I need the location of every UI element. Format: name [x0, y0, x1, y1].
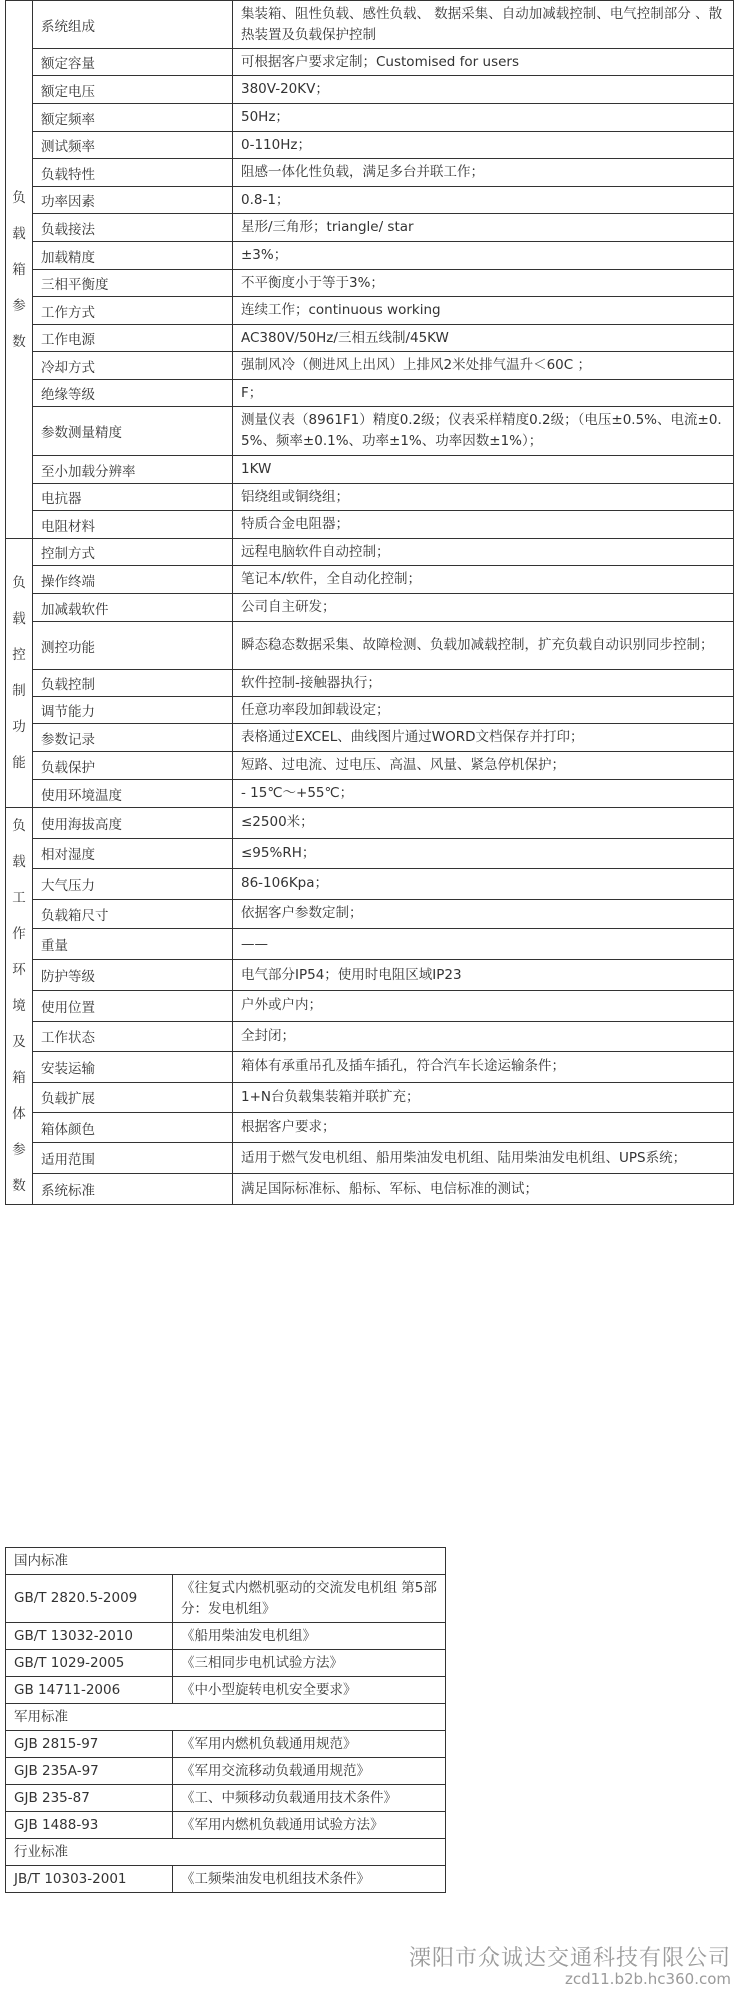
spec-value: 0.8-1； [233, 187, 734, 214]
spec-row [6, 960, 734, 991]
spec-label: 功率因素 [33, 187, 233, 214]
spec-row [6, 484, 734, 511]
spec-value: F； [233, 380, 734, 407]
standard-code: GB 14711-2006 [6, 1677, 173, 1704]
spec-label: 使用环境温度 [33, 780, 233, 808]
spec-table-body [6, 1, 734, 1205]
spec-value: - 15℃～+55℃； [233, 780, 734, 808]
spec-label: 绝缘等级 [33, 380, 233, 407]
spec-label: 负载接法 [33, 214, 233, 242]
standards-group-heading: 国内标准 [6, 1548, 446, 1575]
spec-row [6, 242, 734, 270]
spec-row [6, 407, 734, 456]
spec-label: 电抗器 [33, 484, 233, 511]
spec-row [6, 456, 734, 484]
spec-label: 负载特性 [33, 159, 233, 187]
spec-row [6, 697, 734, 724]
spec-row [6, 1021, 734, 1051]
standard-code: GB/T 13032-2010 [6, 1623, 173, 1650]
spec-label: 三相平衡度 [33, 270, 233, 297]
standard-code: GJB 2815-97 [6, 1731, 173, 1758]
standard-title: 《中小型旋转电机安全要求》 [173, 1677, 446, 1704]
spec-value: ≤95%RH； [233, 838, 734, 868]
spec-label: 大气压力 [33, 868, 233, 899]
spec-row [6, 214, 734, 242]
spec-row [6, 76, 734, 104]
spec-value: 表格通过EXCEL、曲线图片通过WORD文档保存并打印； [233, 724, 734, 752]
spec-label: 相对湿度 [33, 838, 233, 868]
spec-row [6, 104, 734, 132]
spec-row [6, 1082, 734, 1113]
spec-label: 加载精度 [33, 242, 233, 270]
spec-value: 瞬态稳态数据采集、故障检测、负载加减载控制，扩充负载自动识别同步控制； [233, 622, 734, 670]
spec-row [6, 1, 734, 49]
spec-row [6, 1174, 734, 1205]
spec-label: 系统标准 [33, 1174, 233, 1205]
spec-table [5, 0, 734, 1205]
standard-title: 《往复式内燃机驱动的交流发电机组 第5部分：发电机组》 [173, 1575, 446, 1623]
spec-row [6, 1113, 734, 1143]
spec-row [6, 752, 734, 780]
spec-label: 负载控制 [33, 670, 233, 697]
standard-row [6, 1866, 446, 1893]
standard-row [6, 1758, 446, 1785]
spec-value: 50Hz； [233, 104, 734, 132]
spec-value: 全封闭； [233, 1021, 734, 1051]
standard-title: 《军用交流移动负载通用规范》 [173, 1758, 446, 1785]
spec-row [6, 594, 734, 622]
spec-value: 集装箱、阻性负载、感性负载、 数据采集、自动加减载控制、电气控制部分 、散热装置及负载保护控制 [233, 1, 734, 49]
standard-title: 《军用内燃机负载通用规范》 [173, 1731, 446, 1758]
spec-row [6, 808, 734, 839]
spec-row [6, 724, 734, 752]
spec-label: 系统组成 [33, 1, 233, 49]
spec-label: 参数记录 [33, 724, 233, 752]
spec-value: 适用于燃气发电机组、船用柴油发电机组、陆用柴油发电机组、UPS系统； [233, 1143, 734, 1174]
spec-value: 软件控制-接触器执行； [233, 670, 734, 697]
standard-title: 《船用柴油发电机组》 [173, 1623, 446, 1650]
spec-category-label: 负载控制功能 [12, 575, 26, 771]
spec-row [6, 325, 734, 352]
spec-value: 箱体有承重吊孔及插车插孔，符合汽车长途运输条件； [233, 1051, 734, 1082]
spec-label: 测试频率 [33, 132, 233, 159]
standard-title: 《工、中频移动负载通用技术条件》 [173, 1785, 446, 1812]
standard-code: GJB 1488-93 [6, 1812, 173, 1839]
spec-value: 1+N台负载集装箱并联扩充； [233, 1082, 734, 1113]
spec-label: 操作终端 [33, 566, 233, 594]
spec-value: 86-106Kpa； [233, 868, 734, 899]
spec-label: 额定电压 [33, 76, 233, 104]
standard-code: GB/T 2820.5-2009 [6, 1575, 173, 1623]
spec-value: 380V-20KV； [233, 76, 734, 104]
standard-code: GB/T 1029-2005 [6, 1650, 173, 1677]
standards-group-heading: 行业标准 [6, 1839, 446, 1866]
spec-label: 电阻材料 [33, 511, 233, 539]
spec-value: 阻感一体化性负载，满足多台并联工作； [233, 159, 734, 187]
watermark [409, 1946, 731, 1989]
spec-category-label: 负载箱参数 [12, 189, 26, 350]
spec-value: 0-110Hz； [233, 132, 734, 159]
spec-row [6, 49, 734, 76]
standards-group-header-row [6, 1548, 446, 1575]
standard-title: 《军用内燃机负载通用试验方法》 [173, 1812, 446, 1839]
standard-row [6, 1650, 446, 1677]
spec-label: 额定频率 [33, 104, 233, 132]
spec-row [6, 991, 734, 1022]
spec-label: 工作状态 [33, 1021, 233, 1051]
standards-table-body [6, 1548, 446, 1893]
watermark-site: zcd11.b2b.hc360.com [564, 1970, 731, 1989]
spec-value: AC380V/50Hz/三相五线制/45KW [233, 325, 734, 352]
spec-value: 1KW [233, 456, 734, 484]
spec-label: 冷却方式 [33, 352, 233, 380]
watermark-company: 溧阳市众诚达交通科技有限公司 [408, 1946, 731, 1971]
spec-row [6, 539, 734, 566]
spec-label: 负载扩展 [33, 1082, 233, 1113]
spec-label: 控制方式 [33, 539, 233, 566]
spec-value: 根据客户要求； [233, 1113, 734, 1143]
spec-label: 适用范围 [33, 1143, 233, 1174]
spec-value: 特质合金电阻器； [233, 511, 734, 539]
spec-label: 额定容量 [33, 49, 233, 76]
spec-row [6, 566, 734, 594]
spec-row [6, 159, 734, 187]
spec-value: 电气部分IP54；使用时电阻区域IP23 [233, 960, 734, 991]
spec-value: 测量仪表（8961F1）精度0.2级；仪表采样精度0.2级；（电压±0.5%、电流±0.5%、频率±0.1%、功率±1%、功率因数±1%）； [233, 407, 734, 456]
spec-row [6, 838, 734, 868]
spec-label: 使用海拔高度 [33, 808, 233, 839]
spec-value: 强制风冷（侧进风上出风）上排风2米处排气温升＜60C ； [233, 352, 734, 380]
spec-value: 依据客户参数定制； [233, 899, 734, 929]
standard-row [6, 1575, 446, 1623]
spec-row [6, 899, 734, 929]
spec-label: 使用位置 [33, 991, 233, 1022]
spec-category [6, 1, 33, 539]
spec-row [6, 929, 734, 960]
spec-category [6, 539, 33, 808]
standard-code: GJB 235-87 [6, 1785, 173, 1812]
spec-value: 铝绕组或铜绕组； [233, 484, 734, 511]
spec-row [6, 1143, 734, 1174]
standard-code: JB/T 10303-2001 [6, 1866, 173, 1893]
standard-row [6, 1785, 446, 1812]
spec-row [6, 132, 734, 159]
standards-group-heading: 军用标准 [6, 1704, 446, 1731]
spec-value: ≤2500米； [233, 808, 734, 839]
spec-value: 满足国际标准标、船标、军标、电信标准的测试； [233, 1174, 734, 1205]
standard-code: GJB 235A-97 [6, 1758, 173, 1785]
standard-row [6, 1731, 446, 1758]
spec-row [6, 1051, 734, 1082]
spec-label: 测控功能 [33, 622, 233, 670]
spec-value: 任意功率段加卸载设定； [233, 697, 734, 724]
spec-label: 重量 [33, 929, 233, 960]
standard-row [6, 1623, 446, 1650]
spec-label: 负载箱尺寸 [33, 899, 233, 929]
standard-row [6, 1812, 446, 1839]
standards-group-header-row [6, 1704, 446, 1731]
spec-row [6, 670, 734, 697]
spec-category [6, 808, 33, 1205]
spec-row [6, 270, 734, 297]
spec-row [6, 780, 734, 808]
spec-value: 笔记本/软件，全自动化控制； [233, 566, 734, 594]
spec-value: —— [233, 929, 734, 960]
spec-label: 防护等级 [33, 960, 233, 991]
standard-title: 《工频柴油发电机组技术条件》 [173, 1866, 446, 1893]
spec-value: 可根据客户要求定制；Customised for users [233, 49, 734, 76]
spec-row [6, 352, 734, 380]
spec-value: 公司自主研发； [233, 594, 734, 622]
standards-table [5, 1547, 446, 1893]
standard-title: 《三相同步电机试验方法》 [173, 1650, 446, 1677]
spec-value: 星形/三角形；triangle/ star [233, 214, 734, 242]
spec-row [6, 380, 734, 407]
spec-label: 调节能力 [33, 697, 233, 724]
spec-value: 户外或户内； [233, 991, 734, 1022]
spec-row [6, 297, 734, 325]
spec-value: 短路、过电流、过电压、高温、风量、紧急停机保护； [233, 752, 734, 780]
standard-row [6, 1677, 446, 1704]
spec-row [6, 622, 734, 670]
spec-value: ±3%； [233, 242, 734, 270]
spec-label: 参数测量精度 [33, 407, 233, 456]
spec-label: 负载保护 [33, 752, 233, 780]
spec-row [6, 511, 734, 539]
spec-row [6, 868, 734, 899]
spec-row [6, 187, 734, 214]
spec-value: 远程电脑软件自动控制； [233, 539, 734, 566]
spec-value: 不平衡度小于等于3%； [233, 270, 734, 297]
spec-label: 工作方式 [33, 297, 233, 325]
spec-value: 连续工作；continuous working [233, 297, 734, 325]
spec-label: 安装运输 [33, 1051, 233, 1082]
spec-label: 工作电源 [33, 325, 233, 352]
standards-group-header-row [6, 1839, 446, 1866]
spec-label: 加减载软件 [33, 594, 233, 622]
spec-label: 至小加载分辨率 [33, 456, 233, 484]
spec-category-label: 负载工作环境及箱体参数 [12, 818, 26, 1194]
spec-label: 箱体颜色 [33, 1113, 233, 1143]
